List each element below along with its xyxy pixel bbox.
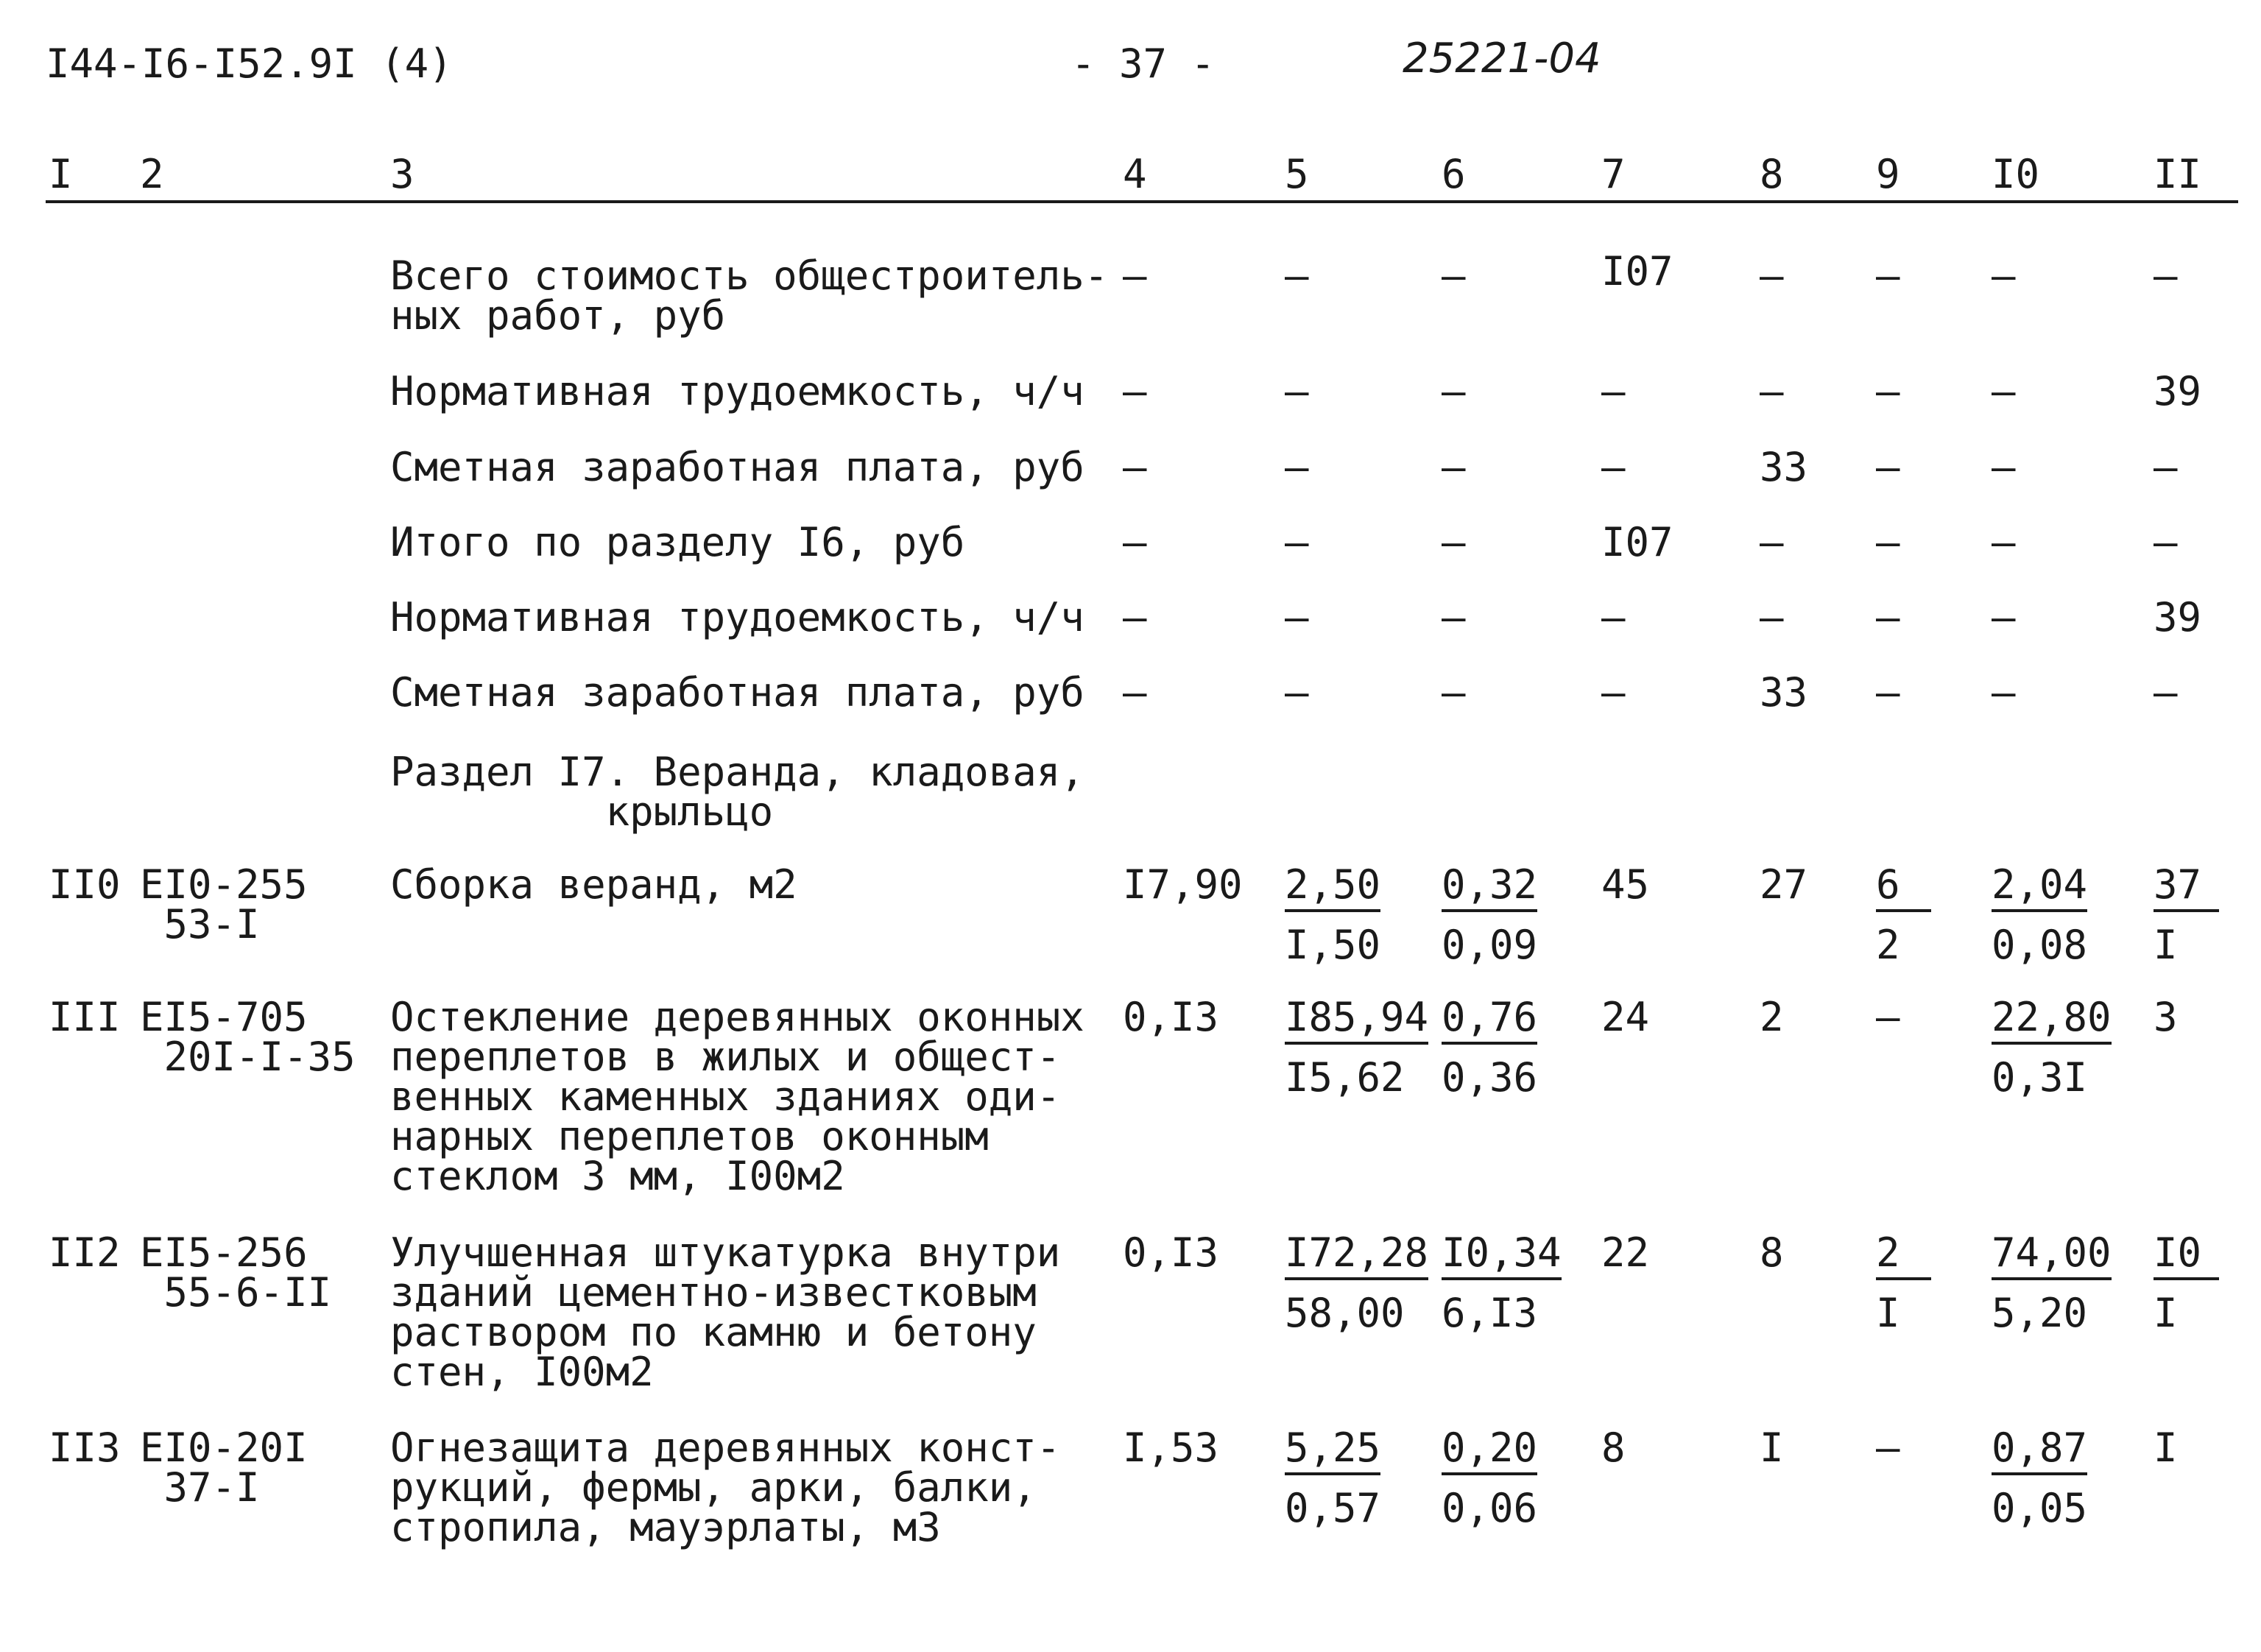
item-111-text: Остекление деревянных оконных переплетов в жилых и общест- венных каменных зданиях оди- нарных переплетов оконным стеклом 3 мм, I00м2 bbox=[390, 994, 1084, 1199]
item-112-c5-top: I72,28 bbox=[1285, 1233, 1428, 1280]
summary-row-4-c9: – bbox=[1876, 519, 1900, 565]
summary-row-5-c9: – bbox=[1876, 594, 1900, 640]
item-113-c11: I bbox=[2154, 1425, 2178, 1471]
item-110-c5-bottom: I,50 bbox=[1285, 922, 1381, 968]
item-110-text: Сборка веранд, м2 bbox=[390, 861, 797, 908]
summary-row-1-text: Всего стоимость общестроитель- ных работ, руб bbox=[390, 253, 1109, 339]
summary-row-6-c6: – bbox=[1442, 669, 1466, 716]
summary-row-4-text: Итого по разделу I6, руб bbox=[390, 519, 965, 565]
item-111-c10-bottom: 0,3I bbox=[1992, 1054, 2088, 1101]
summary-row-2-c8: – bbox=[1760, 368, 1784, 414]
summary-row-1-c5: – bbox=[1285, 253, 1309, 299]
item-113-c10-bottom: 0,05 bbox=[1992, 1485, 2088, 1531]
summary-row-3-c7: – bbox=[1601, 444, 1626, 490]
summary-row-6-c11: – bbox=[2154, 669, 2178, 716]
col-header-7: 7 bbox=[1601, 151, 1626, 197]
summary-row-5-c10: – bbox=[1992, 594, 2016, 640]
item-111-c6-bottom: 0,36 bbox=[1442, 1054, 1538, 1101]
item-113-c6 bbox=[1442, 1425, 1538, 1531]
summary-row-2-c7: – bbox=[1601, 368, 1626, 414]
item-111-c5-top: I85,94 bbox=[1285, 998, 1428, 1045]
summary-row-1-c10: – bbox=[1992, 253, 2016, 299]
item-112-c11-top: I0 bbox=[2154, 1233, 2219, 1280]
summary-row-6-c7: – bbox=[1601, 669, 1626, 716]
item-113-c7: 8 bbox=[1601, 1425, 1626, 1471]
item-112-c9-top: 2 bbox=[1876, 1233, 1931, 1280]
summary-row-3-c6: – bbox=[1442, 444, 1466, 490]
item-110-c11 bbox=[2154, 861, 2219, 968]
summary-row-1-c6: – bbox=[1442, 253, 1466, 299]
item-113-c5-top: 5,25 bbox=[1285, 1428, 1380, 1475]
item-111-c7: 24 bbox=[1601, 994, 1650, 1040]
item-113-c6-top: 0,20 bbox=[1442, 1428, 1537, 1475]
item-112-c10-top: 74,00 bbox=[1992, 1233, 2112, 1280]
item-112-c9-bottom: I bbox=[1876, 1290, 1900, 1336]
summary-row-4-c11: – bbox=[2154, 519, 2178, 565]
col-header-4: 4 bbox=[1123, 151, 1147, 197]
item-112-text: Улучшенная штукатурка внутри зданий цементно-известковым раствором по камню и бетону стен, I00м2 bbox=[390, 1229, 1061, 1395]
summary-row-5-c4: – bbox=[1123, 594, 1147, 640]
item-110-c9-bottom: 2 bbox=[1876, 922, 1900, 968]
summary-row-6-c8: 33 bbox=[1760, 669, 1808, 716]
item-113-c10-top: 0,87 bbox=[1992, 1428, 2087, 1475]
item-110-c8: 27 bbox=[1760, 861, 1808, 908]
item-113-c8: I bbox=[1760, 1425, 1784, 1471]
item-113-c4: I,53 bbox=[1123, 1425, 1219, 1471]
col-header-10: I0 bbox=[1992, 151, 2040, 197]
summary-row-3-c4: – bbox=[1123, 444, 1147, 490]
summary-row-6-c9: – bbox=[1876, 669, 1900, 716]
summary-row-2-c6: – bbox=[1442, 368, 1466, 414]
page-number: - 37 - bbox=[1071, 40, 1216, 87]
item-110-c11-top: 37 bbox=[2154, 865, 2219, 912]
item-113-c5-bottom: 0,57 bbox=[1285, 1485, 1381, 1531]
item-113-c6-bottom: 0,06 bbox=[1442, 1485, 1538, 1531]
item-110-c5 bbox=[1285, 861, 1381, 968]
header-rule bbox=[46, 200, 2238, 203]
summary-row-6-c10: – bbox=[1992, 669, 2016, 716]
summary-row-6-c4: – bbox=[1123, 669, 1147, 716]
item-111-c4: 0,I3 bbox=[1123, 994, 1219, 1040]
item-112-number: II2 bbox=[49, 1229, 121, 1276]
item-111-c10-top: 22,80 bbox=[1992, 998, 2112, 1045]
summary-row-5-text: Нормативная трудоемкость, ч/ч bbox=[390, 594, 1084, 640]
item-112-c6 bbox=[1442, 1229, 1562, 1336]
summary-row-4-c5: – bbox=[1285, 519, 1309, 565]
summary-row-1-c8: – bbox=[1760, 253, 1784, 299]
item-111-code: EI5-705 20I-I-35 bbox=[140, 994, 356, 1080]
item-110-c5-top: 2,50 bbox=[1285, 865, 1380, 912]
item-111-c8: 2 bbox=[1760, 994, 1784, 1040]
summary-row-5-c5: – bbox=[1285, 594, 1309, 640]
item-113-c5 bbox=[1285, 1425, 1381, 1531]
section-title: Раздел I7. Веранда, кладовая, крыльцо bbox=[390, 749, 1084, 835]
item-110-c4: I7,90 bbox=[1123, 861, 1243, 908]
summary-row-5-c8: – bbox=[1760, 594, 1784, 640]
summary-row-4-c7: I07 bbox=[1601, 519, 1673, 565]
item-111-number: III bbox=[49, 994, 121, 1040]
item-112-c8: 8 bbox=[1760, 1229, 1784, 1276]
col-header-1: I bbox=[49, 151, 73, 197]
summary-row-1-c9: – bbox=[1876, 253, 1900, 299]
item-113-c9: – bbox=[1876, 1425, 1900, 1471]
item-110-c6-top: 0,32 bbox=[1442, 865, 1537, 912]
item-112-c6-top: I0,34 bbox=[1442, 1233, 1562, 1280]
col-header-6: 6 bbox=[1442, 151, 1466, 197]
item-112-c5 bbox=[1285, 1229, 1429, 1336]
col-header-5: 5 bbox=[1285, 151, 1309, 197]
summary-row-3-c11: – bbox=[2154, 444, 2178, 490]
item-110-code: EI0-255 53-I bbox=[140, 861, 308, 947]
summary-row-3-c5: – bbox=[1285, 444, 1309, 490]
item-110-c6 bbox=[1442, 861, 1538, 968]
summary-row-5-c6: – bbox=[1442, 594, 1466, 640]
summary-row-1-c11: – bbox=[2154, 253, 2178, 299]
summary-row-2-c10: – bbox=[1992, 368, 2016, 414]
summary-row-5-c11: 39 bbox=[2154, 594, 2202, 640]
summary-row-5-c7: – bbox=[1601, 594, 1626, 640]
item-113-c10 bbox=[1992, 1425, 2088, 1531]
summary-row-2-c9: – bbox=[1876, 368, 1900, 414]
item-111-c5-bottom: I5,62 bbox=[1285, 1054, 1405, 1101]
col-header-3: 3 bbox=[390, 151, 415, 197]
summary-row-4-c6: – bbox=[1442, 519, 1466, 565]
summary-row-2-c11: 39 bbox=[2154, 368, 2202, 414]
col-header-8: 8 bbox=[1760, 151, 1784, 197]
summary-row-3-c8: 33 bbox=[1760, 444, 1808, 490]
item-110-c7: 45 bbox=[1601, 861, 1650, 908]
document-code: I44-I6-I52.9I (4) bbox=[46, 40, 453, 87]
summary-row-3-c9: – bbox=[1876, 444, 1900, 490]
item-111-c6-top: 0,76 bbox=[1442, 998, 1537, 1045]
item-110-c10 bbox=[1992, 861, 2088, 968]
item-111-c5 bbox=[1285, 994, 1429, 1101]
item-112-code: EI5-256 55-6-II bbox=[140, 1229, 332, 1316]
col-header-11: II bbox=[2154, 151, 2202, 197]
item-112-c11 bbox=[2154, 1229, 2219, 1336]
summary-row-3-text: Сметная заработная плата, руб bbox=[390, 444, 1084, 490]
item-110-c10-bottom: 0,08 bbox=[1992, 922, 2088, 968]
item-113-text: Огнезащита деревянных конст- рукций, фермы, арки, балки, стропила, мауэрлаты, м3 bbox=[390, 1425, 1061, 1550]
summary-row-4-c10: – bbox=[1992, 519, 2016, 565]
col-header-2: 2 bbox=[140, 151, 164, 197]
summary-row-4-c4: – bbox=[1123, 519, 1147, 565]
summary-row-6-text: Сметная заработная плата, руб bbox=[390, 669, 1084, 716]
summary-row-1-c7: I07 bbox=[1601, 248, 1673, 294]
item-110-c9 bbox=[1876, 861, 1931, 968]
item-113-number: II3 bbox=[49, 1425, 121, 1471]
item-110-c6-bottom: 0,09 bbox=[1442, 922, 1538, 968]
item-112-c9 bbox=[1876, 1229, 1931, 1336]
item-112-c6-bottom: 6,I3 bbox=[1442, 1290, 1538, 1336]
summary-row-2-c4: – bbox=[1123, 368, 1147, 414]
item-111-c10 bbox=[1992, 994, 2112, 1101]
item-110-number: II0 bbox=[49, 861, 121, 908]
item-110-c10-top: 2,04 bbox=[1992, 865, 2087, 912]
summary-row-2-text: Нормативная трудоемкость, ч/ч bbox=[390, 368, 1084, 414]
item-112-c4: 0,I3 bbox=[1123, 1229, 1219, 1276]
item-112-c5-bottom: 58,00 bbox=[1285, 1290, 1405, 1336]
summary-row-3-c10: – bbox=[1992, 444, 2016, 490]
item-112-c10 bbox=[1992, 1229, 2112, 1336]
col-header-9: 9 bbox=[1876, 151, 1900, 197]
item-110-c9-top: 6 bbox=[1876, 865, 1931, 912]
item-111-c6 bbox=[1442, 994, 1538, 1101]
item-110-c11-bottom: I bbox=[2154, 922, 2178, 968]
item-111-c11: 3 bbox=[2154, 994, 2178, 1040]
item-113-code: EI0-20I 37-I bbox=[140, 1425, 308, 1511]
summary-row-2-c5: – bbox=[1285, 368, 1309, 414]
handwritten-number: 25221-04 bbox=[1403, 35, 1601, 82]
item-112-c11-bottom: I bbox=[2154, 1290, 2178, 1336]
summary-row-1-c4: – bbox=[1123, 253, 1147, 299]
item-112-c7: 22 bbox=[1601, 1229, 1650, 1276]
item-111-c9: – bbox=[1876, 994, 1900, 1040]
summary-row-4-c8: – bbox=[1760, 519, 1784, 565]
summary-row-6-c5: – bbox=[1285, 669, 1309, 716]
item-112-c10-bottom: 5,20 bbox=[1992, 1290, 2088, 1336]
